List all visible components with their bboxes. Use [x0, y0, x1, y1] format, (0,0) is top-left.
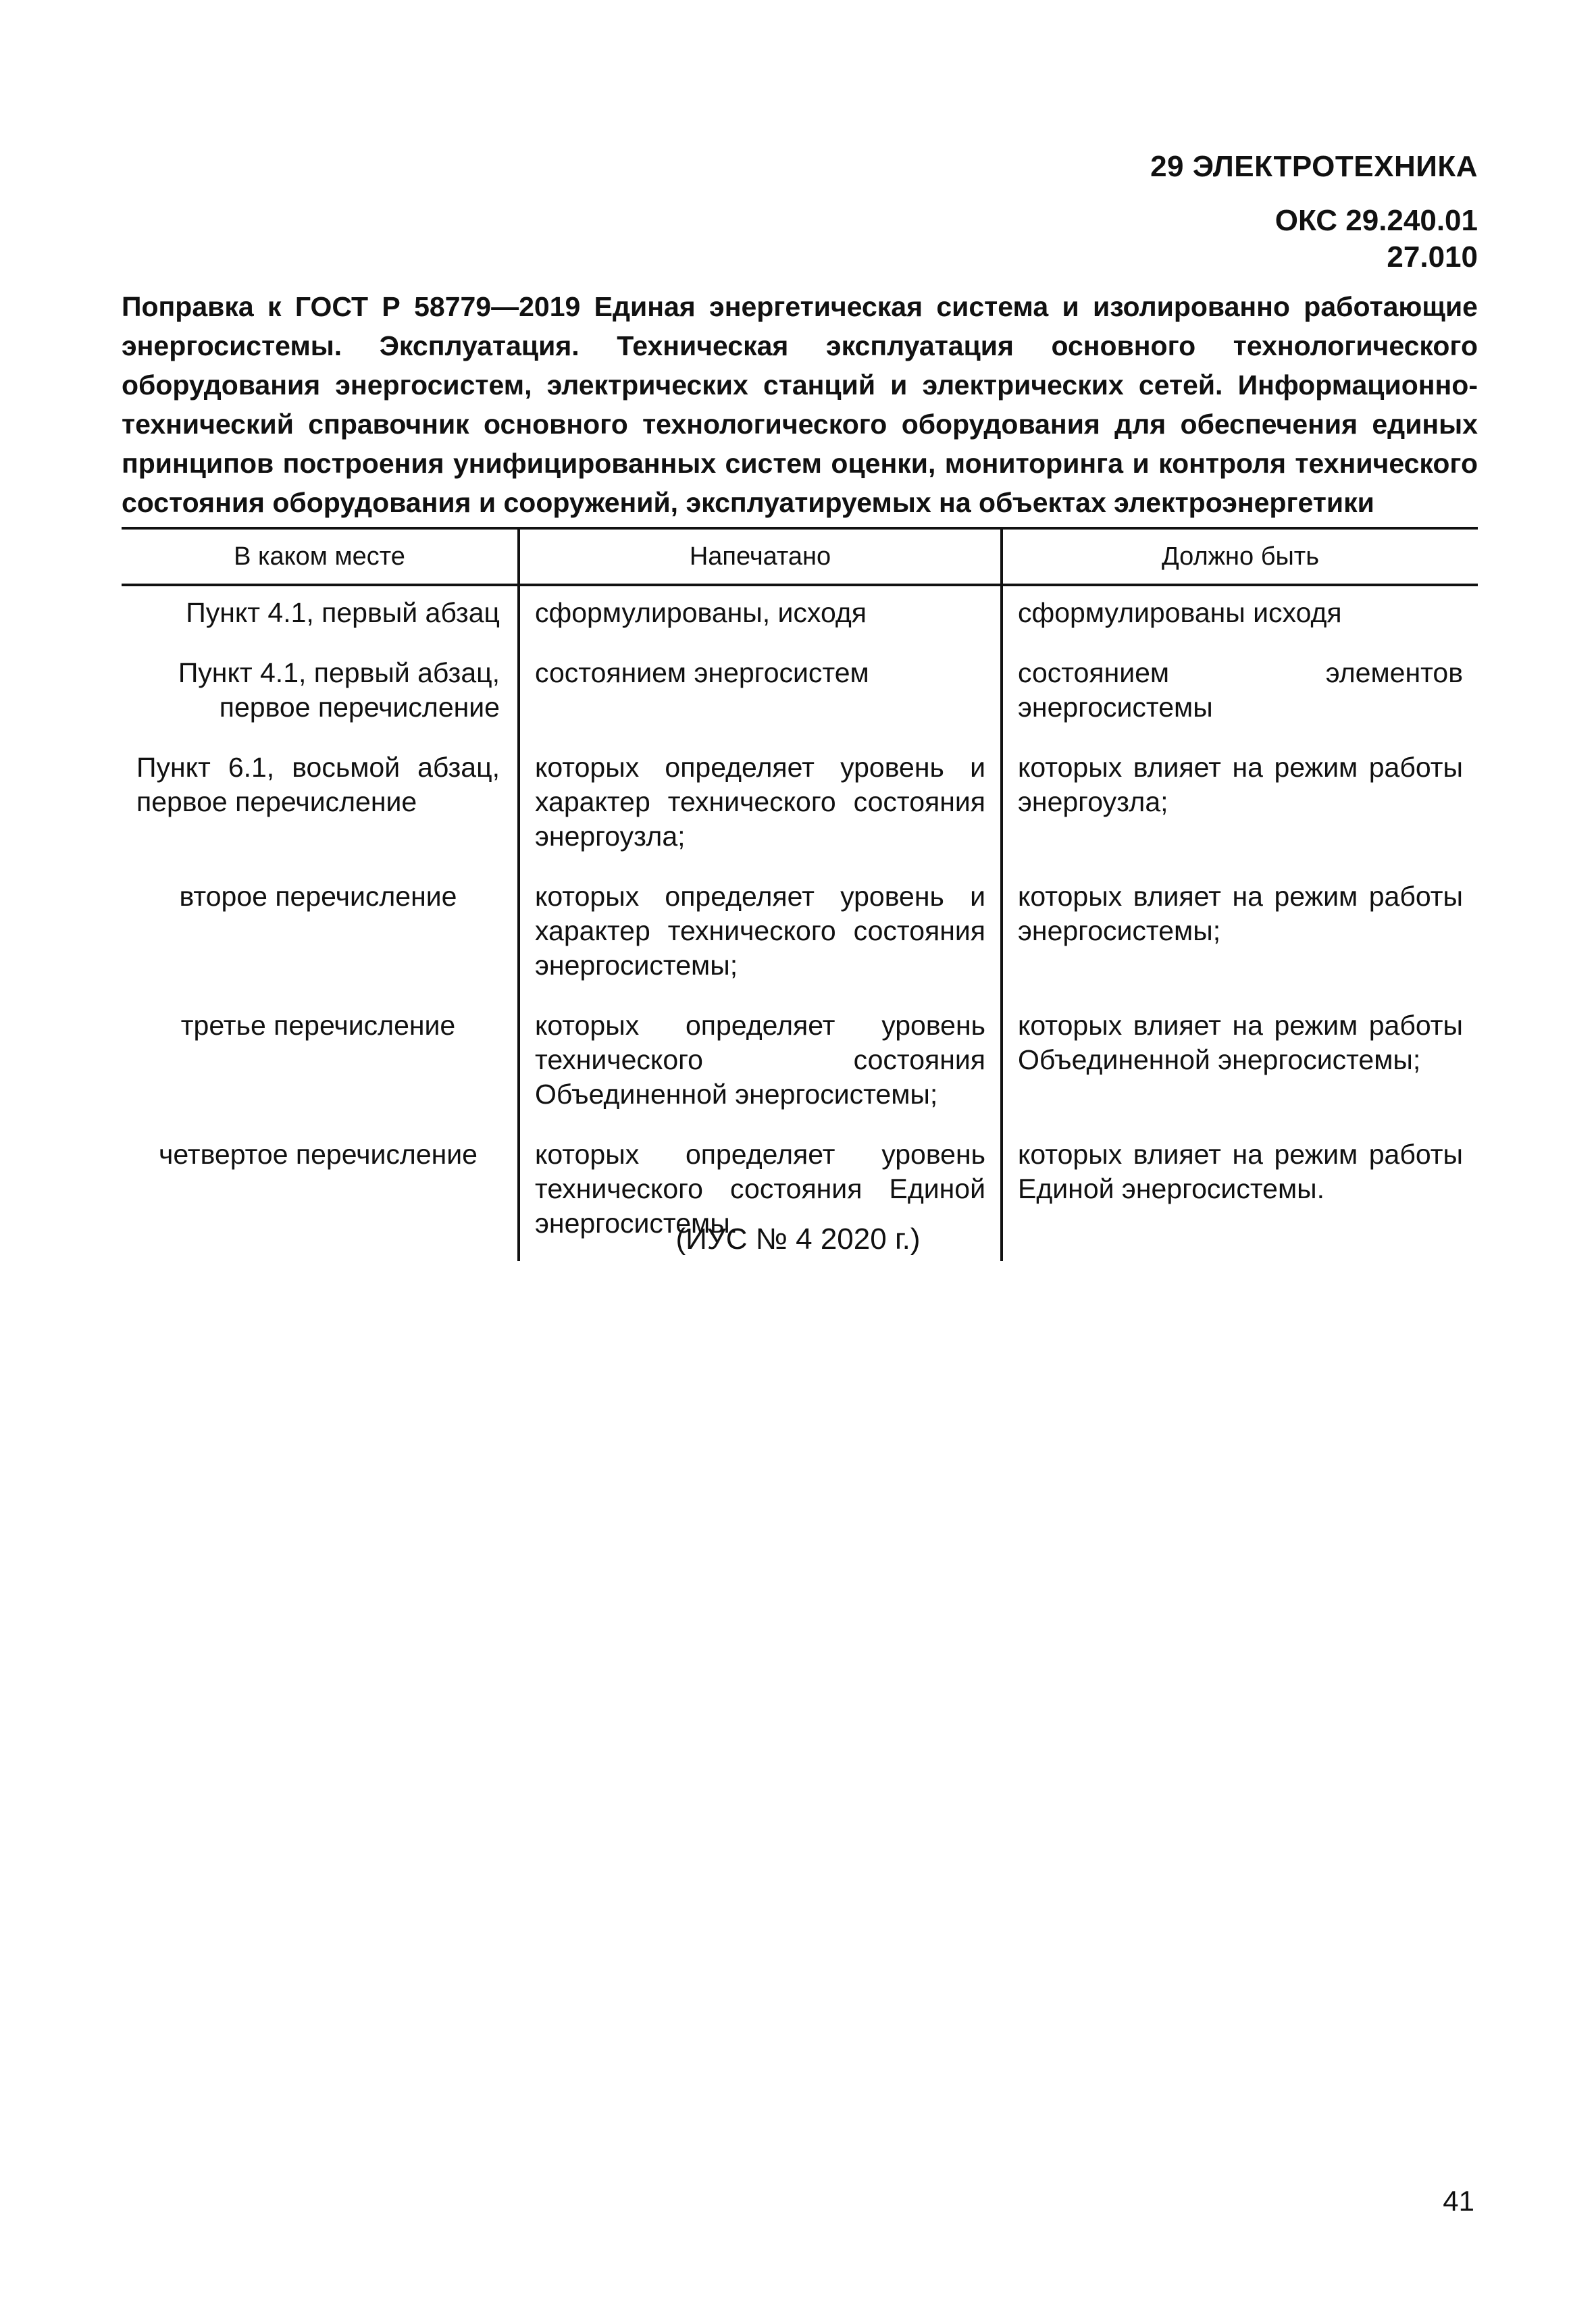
table-header-row: [122, 528, 1478, 585]
oks-code-secondary: 27.010: [1387, 240, 1478, 274]
cell-place: второе перечисление: [179, 881, 457, 912]
corrections-table: [122, 527, 1478, 1261]
oks-codes: [1275, 203, 1478, 276]
table-row: [122, 1003, 1478, 1132]
cell-should-be: которых влияет на режим работы Единой энергосистемы.: [1002, 1132, 1478, 1261]
column-header-place: В каком месте: [234, 542, 405, 571]
cell-place: Пункт 4.1, первый абзац, первое перечисление: [178, 657, 500, 723]
cell-place: четвертое перечисление: [158, 1139, 478, 1170]
table-row: [122, 874, 1478, 1003]
column-header-printed: Напечатано: [519, 528, 1002, 585]
cell-printed: которых определяет уровень и характер технического состояния энергосистемы;: [519, 874, 1002, 1003]
cell-printed: сформулированы, исходя: [519, 585, 1002, 650]
cell-should-be: которых влияет на режим работы энергоузла;: [1002, 745, 1478, 874]
cell-should-be: которых влияет на режим работы Объединенной энергосистемы;: [1002, 1003, 1478, 1132]
cell-place: третье перечисление: [180, 1010, 456, 1041]
section-heading: 29 ЭЛЕКТРОТЕХНИКА: [1150, 150, 1478, 183]
table-row: [122, 585, 1478, 650]
page-number: 41: [1443, 2185, 1474, 2217]
cell-printed: которых определяет уровень технического состояния Единой энергосистемы.: [519, 1132, 1002, 1261]
cell-printed: которых определяет уровень технического состояния Объединенной энергосистемы;: [519, 1003, 1002, 1132]
amendment-title: Поправка к ГОСТ Р 58779—2019 Единая энергетическая система и изолированно работающие энергосистемы. Эксплуатация. Техническая эксплуатация основного технологического оборудования энергосистем, электрических станций и электрических сетей. Информационно-технический справочник основного технологического оборудования для обеспечения единых принципов построения унифицированных систем оценки, мониторинга и контроля технического состояния оборудования и сооружений, эксплуатируемых на объектах электроэнергетики: [122, 291, 1478, 518]
cell-should-be: сформулированы исходя: [1002, 585, 1478, 650]
cell-should-be: которых влияет на режим работы энергосистемы;: [1002, 874, 1478, 1003]
oks-code-primary: ОКС 29.240.01: [1275, 204, 1478, 237]
source-reference: (ИУС № 4 2020 г.): [675, 1223, 921, 1256]
cell-printed: которых определяет уровень и характер технического состояния энергоузла;: [519, 745, 1002, 874]
table-row: [122, 650, 1478, 745]
cell-place: Пункт 4.1, первый абзац: [186, 597, 500, 628]
table-row: [122, 745, 1478, 874]
column-header-should-be: Должно быть: [1002, 528, 1478, 585]
cell-should-be: состоянием элементов энергосистемы: [1002, 650, 1478, 745]
cell-printed: состоянием энергосистем: [519, 650, 1002, 745]
cell-place: Пункт 6.1, восьмой абзац, первое перечисление: [136, 752, 500, 817]
